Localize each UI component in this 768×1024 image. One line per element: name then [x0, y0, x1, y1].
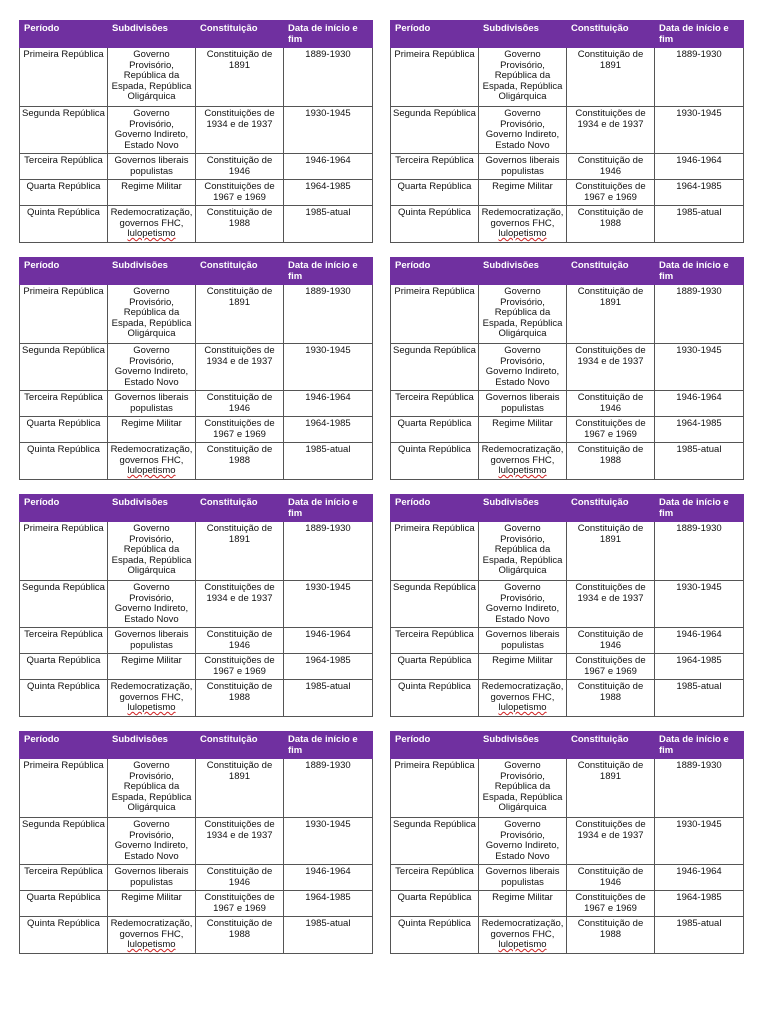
table-row — [20, 154, 373, 180]
header-subdivisoes: Subdivisões — [479, 732, 567, 759]
table-row — [391, 818, 744, 865]
cell-datas: 1946-1964 — [655, 865, 744, 891]
table-row — [391, 891, 744, 917]
cell-subdivisoes: Governo Provisório, República da Espada, República Oligárquica — [108, 285, 196, 344]
table-row — [20, 285, 373, 344]
cell-subdivisoes — [108, 206, 196, 243]
cell-datas: 1889-1930 — [655, 522, 744, 581]
cell-constituicao: Constituições de 1967 e 1969 — [567, 654, 655, 680]
cell-datas: 1889-1930 — [284, 759, 373, 818]
subdivisoes-text: Redemocratização, governos FHC, — [481, 207, 564, 229]
header-subdivisoes: Subdivisões — [108, 258, 196, 285]
cell-periodo: Quarta República — [20, 654, 108, 680]
cell-periodo: Quinta República — [391, 917, 479, 954]
header-row — [391, 258, 744, 285]
misspelled-word: lulopetismo — [498, 228, 547, 239]
cell-periodo: Primeira República — [20, 759, 108, 818]
header-datas: Data de início e fim — [655, 495, 744, 522]
header-row — [20, 21, 373, 48]
cell-subdivisoes: Governo Provisório, República da Espada, República Oligárquica — [479, 285, 567, 344]
header-subdivisoes: Subdivisões — [108, 495, 196, 522]
cell-datas: 1930-1945 — [655, 107, 744, 154]
header-constituicao: Constituição — [196, 732, 284, 759]
cell-constituicao: Constituição de 1891 — [196, 285, 284, 344]
table-row — [391, 48, 744, 107]
cell-subdivisoes: Governo Provisório, República da Espada, República Oligárquica — [479, 522, 567, 581]
cell-constituicao: Constituições de 1967 e 1969 — [567, 180, 655, 206]
table-row — [20, 107, 373, 154]
cell-constituicao: Constituições de 1967 e 1969 — [567, 417, 655, 443]
cell-datas: 1964-1985 — [655, 417, 744, 443]
cell-subdivisoes: Governo Provisório, República da Espada, República Oligárquica — [108, 48, 196, 107]
cell-subdivisoes: Governos liberais populistas — [108, 628, 196, 654]
table-row — [391, 654, 744, 680]
table-row — [391, 344, 744, 391]
cell-datas: 1985-atual — [655, 680, 744, 717]
table-row — [391, 107, 744, 154]
cell-periodo: Segunda República — [391, 581, 479, 628]
cell-periodo: Terceira República — [20, 154, 108, 180]
cell-subdivisoes: Regime Militar — [479, 417, 567, 443]
cell-periodo: Quinta República — [20, 917, 108, 954]
cell-subdivisoes: Governos liberais populistas — [108, 865, 196, 891]
cell-subdivisoes: Governo Provisório, República da Espada, República Oligárquica — [108, 522, 196, 581]
table-row — [391, 759, 744, 818]
cell-periodo: Quinta República — [20, 206, 108, 243]
table-row — [20, 581, 373, 628]
header-periodo: Período — [20, 21, 108, 48]
table-row — [20, 865, 373, 891]
cell-periodo: Quinta República — [391, 680, 479, 717]
header-row — [20, 732, 373, 759]
cell-constituicao: Constituições de 1967 e 1969 — [196, 654, 284, 680]
cell-constituicao: Constituição de 1988 — [196, 443, 284, 480]
table-row — [391, 581, 744, 628]
cell-periodo: Primeira República — [20, 48, 108, 107]
misspelled-word: lulopetismo — [127, 702, 176, 713]
cell-datas: 1889-1930 — [655, 285, 744, 344]
cell-periodo: Quarta República — [20, 417, 108, 443]
cell-periodo: Segunda República — [20, 581, 108, 628]
table-row — [20, 818, 373, 865]
cell-subdivisoes: Governo Provisório, República da Espada, República Oligárquica — [108, 759, 196, 818]
header-datas: Data de início e fim — [284, 732, 373, 759]
cell-datas: 1930-1945 — [284, 818, 373, 865]
cell-constituicao: Constituição de 1988 — [567, 917, 655, 954]
table-row — [391, 417, 744, 443]
cell-constituicao: Constituição de 1946 — [567, 391, 655, 417]
subdivisoes-text: Redemocratização, governos FHC, — [481, 444, 564, 466]
cell-subdivisoes: Governo Provisório, República da Espada, República Oligárquica — [479, 759, 567, 818]
subdivisoes-text: Redemocratização, governos FHC, — [110, 207, 193, 229]
table-row — [391, 391, 744, 417]
table-row — [20, 417, 373, 443]
misspelled-word: lulopetismo — [498, 939, 547, 950]
cell-datas: 1946-1964 — [655, 628, 744, 654]
header-periodo: Período — [20, 732, 108, 759]
cell-subdivisoes — [108, 680, 196, 717]
cell-constituicao: Constituição de 1988 — [567, 206, 655, 243]
cell-constituicao: Constituição de 1946 — [196, 154, 284, 180]
table-row — [20, 654, 373, 680]
header-periodo: Período — [20, 258, 108, 285]
cell-subdivisoes: Governo Provisório, Governo Indireto, Estado Novo — [479, 581, 567, 628]
header-periodo: Período — [391, 495, 479, 522]
cell-subdivisoes — [108, 443, 196, 480]
cell-periodo: Terceira República — [391, 154, 479, 180]
table-row — [391, 285, 744, 344]
cell-datas: 1964-1985 — [655, 180, 744, 206]
table-row — [20, 680, 373, 717]
subdivisoes-text: Redemocratização, governos FHC, — [110, 681, 193, 703]
table-sheet — [19, 20, 743, 954]
cell-periodo: Terceira República — [391, 628, 479, 654]
header-subdivisoes: Subdivisões — [479, 495, 567, 522]
header-subdivisoes: Subdivisões — [479, 258, 567, 285]
cell-constituicao: Constituições de 1934 e de 1937 — [567, 107, 655, 154]
cell-constituicao: Constituição de 1946 — [567, 154, 655, 180]
cell-constituicao: Constituição de 1946 — [567, 628, 655, 654]
cell-datas: 1964-1985 — [284, 417, 373, 443]
header-datas: Data de início e fim — [284, 258, 373, 285]
cell-subdivisoes — [479, 206, 567, 243]
cell-datas: 1930-1945 — [284, 581, 373, 628]
header-datas: Data de início e fim — [284, 495, 373, 522]
history-table-5 — [19, 494, 373, 717]
cell-subdivisoes: Governo Provisório, Governo Indireto, Estado Novo — [479, 107, 567, 154]
cell-constituicao: Constituições de 1934 e de 1937 — [196, 818, 284, 865]
header-subdivisoes: Subdivisões — [108, 732, 196, 759]
cell-constituicao: Constituição de 1946 — [567, 865, 655, 891]
cell-datas: 1985-atual — [655, 917, 744, 954]
cell-subdivisoes: Regime Militar — [479, 180, 567, 206]
cell-datas: 1930-1945 — [655, 818, 744, 865]
misspelled-word: lulopetismo — [498, 465, 547, 476]
cell-subdivisoes: Governos liberais populistas — [479, 865, 567, 891]
cell-periodo: Terceira República — [20, 391, 108, 417]
cell-periodo: Terceira República — [20, 865, 108, 891]
cell-subdivisoes: Regime Militar — [108, 654, 196, 680]
cell-subdivisoes: Regime Militar — [108, 891, 196, 917]
header-constituicao: Constituição — [196, 258, 284, 285]
history-table-4 — [390, 257, 744, 480]
history-table-8 — [390, 731, 744, 954]
header-datas: Data de início e fim — [655, 258, 744, 285]
cell-periodo: Primeira República — [391, 522, 479, 581]
cell-constituicao: Constituição de 1891 — [196, 48, 284, 107]
cell-constituicao: Constituições de 1934 e de 1937 — [196, 581, 284, 628]
cell-datas: 1946-1964 — [284, 154, 373, 180]
cell-datas: 1964-1985 — [284, 180, 373, 206]
subdivisoes-text: Redemocratização, governos FHC, — [481, 681, 564, 703]
cell-constituicao: Constituição de 1891 — [567, 48, 655, 107]
header-periodo: Período — [391, 21, 479, 48]
history-table-1 — [19, 20, 373, 243]
cell-datas: 1889-1930 — [284, 48, 373, 107]
cell-datas: 1985-atual — [655, 443, 744, 480]
cell-datas: 1964-1985 — [284, 891, 373, 917]
cell-datas: 1964-1985 — [655, 891, 744, 917]
header-periodo: Período — [391, 258, 479, 285]
cell-constituicao: Constituição de 1946 — [196, 391, 284, 417]
header-constituicao: Constituição — [196, 495, 284, 522]
table-row — [20, 206, 373, 243]
cell-subdivisoes: Governos liberais populistas — [479, 391, 567, 417]
cell-subdivisoes: Governo Provisório, Governo Indireto, Estado Novo — [479, 344, 567, 391]
cell-periodo: Quarta República — [391, 654, 479, 680]
table-row — [391, 680, 744, 717]
cell-periodo: Primeira República — [20, 522, 108, 581]
cell-subdivisoes: Regime Militar — [479, 891, 567, 917]
table-row — [20, 759, 373, 818]
cell-periodo: Quinta República — [20, 443, 108, 480]
cell-periodo: Quarta República — [20, 180, 108, 206]
cell-datas: 1985-atual — [284, 680, 373, 717]
table-row — [20, 891, 373, 917]
cell-datas: 1889-1930 — [284, 285, 373, 344]
cell-constituicao: Constituição de 1946 — [196, 865, 284, 891]
cell-periodo: Segunda República — [20, 818, 108, 865]
cell-periodo: Primeira República — [391, 285, 479, 344]
cell-datas: 1930-1945 — [284, 344, 373, 391]
misspelled-word: lulopetismo — [498, 702, 547, 713]
cell-subdivisoes — [479, 443, 567, 480]
table-row — [391, 628, 744, 654]
cell-subdivisoes: Governo Provisório, Governo Indireto, Estado Novo — [108, 818, 196, 865]
cell-datas: 1930-1945 — [655, 344, 744, 391]
header-row — [391, 732, 744, 759]
cell-periodo: Quinta República — [20, 680, 108, 717]
header-subdivisoes: Subdivisões — [479, 21, 567, 48]
cell-constituicao: Constituição de 1988 — [196, 680, 284, 717]
header-periodo: Período — [391, 732, 479, 759]
cell-subdivisoes: Governos liberais populistas — [479, 154, 567, 180]
cell-periodo: Quarta República — [391, 891, 479, 917]
cell-constituicao: Constituição de 1988 — [196, 917, 284, 954]
cell-constituicao: Constituição de 1891 — [567, 759, 655, 818]
cell-periodo: Segunda República — [20, 344, 108, 391]
table-row — [391, 154, 744, 180]
header-constituicao: Constituição — [567, 258, 655, 285]
cell-subdivisoes: Governo Provisório, Governo Indireto, Estado Novo — [479, 818, 567, 865]
header-constituicao: Constituição — [567, 495, 655, 522]
cell-constituicao: Constituições de 1967 e 1969 — [196, 891, 284, 917]
cell-constituicao: Constituição de 1988 — [567, 443, 655, 480]
header-periodo: Período — [20, 495, 108, 522]
cell-constituicao: Constituição de 1988 — [567, 680, 655, 717]
cell-datas: 1985-atual — [655, 206, 744, 243]
cell-subdivisoes: Governos liberais populistas — [108, 154, 196, 180]
cell-subdivisoes — [108, 917, 196, 954]
table-row — [391, 917, 744, 954]
cell-periodo: Quinta República — [391, 206, 479, 243]
cell-datas: 1946-1964 — [655, 391, 744, 417]
cell-constituicao: Constituições de 1967 e 1969 — [567, 891, 655, 917]
cell-datas: 1964-1985 — [284, 654, 373, 680]
cell-subdivisoes: Governos liberais populistas — [108, 391, 196, 417]
cell-subdivisoes — [479, 917, 567, 954]
cell-datas: 1946-1964 — [284, 628, 373, 654]
cell-datas: 1946-1964 — [655, 154, 744, 180]
cell-periodo: Segunda República — [391, 107, 479, 154]
header-datas: Data de início e fim — [284, 21, 373, 48]
cell-constituicao: Constituição de 1891 — [196, 759, 284, 818]
cell-constituicao: Constituição de 1891 — [567, 285, 655, 344]
header-datas: Data de início e fim — [655, 732, 744, 759]
cell-periodo: Quarta República — [391, 180, 479, 206]
cell-datas: 1930-1945 — [655, 581, 744, 628]
cell-subdivisoes — [479, 680, 567, 717]
cell-constituicao: Constituições de 1934 e de 1937 — [196, 344, 284, 391]
cell-constituicao: Constituição de 1891 — [567, 522, 655, 581]
cell-datas: 1946-1964 — [284, 391, 373, 417]
cell-subdivisoes: Governos liberais populistas — [479, 628, 567, 654]
cell-periodo: Quarta República — [20, 891, 108, 917]
table-row — [20, 180, 373, 206]
history-table-7 — [19, 731, 373, 954]
table-row — [20, 522, 373, 581]
cell-constituicao: Constituições de 1934 e de 1937 — [196, 107, 284, 154]
cell-constituicao: Constituições de 1967 e 1969 — [196, 180, 284, 206]
cell-periodo: Terceira República — [391, 391, 479, 417]
cell-periodo: Primeira República — [20, 285, 108, 344]
subdivisoes-text: Redemocratização, governos FHC, — [110, 444, 193, 466]
cell-datas: 1889-1930 — [655, 48, 744, 107]
header-row — [391, 495, 744, 522]
cell-periodo: Primeira República — [391, 759, 479, 818]
table-row — [20, 48, 373, 107]
cell-constituicao: Constituição de 1891 — [196, 522, 284, 581]
header-constituicao: Constituição — [567, 732, 655, 759]
cell-datas: 1946-1964 — [284, 865, 373, 891]
history-table-2 — [390, 20, 744, 243]
cell-periodo: Segunda República — [20, 107, 108, 154]
misspelled-word: lulopetismo — [127, 465, 176, 476]
misspelled-word: lulopetismo — [127, 939, 176, 950]
header-row — [20, 495, 373, 522]
cell-periodo: Segunda República — [391, 818, 479, 865]
cell-subdivisoes: Regime Militar — [108, 417, 196, 443]
cell-datas: 1889-1930 — [284, 522, 373, 581]
header-datas: Data de início e fim — [655, 21, 744, 48]
cell-periodo: Quarta República — [391, 417, 479, 443]
cell-constituicao: Constituições de 1967 e 1969 — [196, 417, 284, 443]
history-table-3 — [19, 257, 373, 480]
cell-periodo: Quinta República — [391, 443, 479, 480]
misspelled-word: lulopetismo — [127, 228, 176, 239]
header-row — [391, 21, 744, 48]
subdivisoes-text: Redemocratização, governos FHC, — [481, 918, 564, 940]
cell-subdivisoes: Governo Provisório, Governo Indireto, Estado Novo — [108, 107, 196, 154]
cell-datas: 1985-atual — [284, 917, 373, 954]
header-row — [20, 258, 373, 285]
table-row — [20, 344, 373, 391]
table-row — [20, 628, 373, 654]
cell-subdivisoes: Regime Militar — [108, 180, 196, 206]
table-row — [391, 180, 744, 206]
cell-constituicao: Constituições de 1934 e de 1937 — [567, 818, 655, 865]
table-row — [391, 443, 744, 480]
cell-constituicao: Constituição de 1988 — [196, 206, 284, 243]
cell-periodo: Segunda República — [391, 344, 479, 391]
table-row — [391, 865, 744, 891]
cell-datas: 1985-atual — [284, 206, 373, 243]
table-row — [391, 206, 744, 243]
header-constituicao: Constituição — [567, 21, 655, 48]
table-row — [20, 391, 373, 417]
cell-constituicao: Constituições de 1934 e de 1937 — [567, 581, 655, 628]
cell-datas: 1985-atual — [284, 443, 373, 480]
cell-datas: 1930-1945 — [284, 107, 373, 154]
subdivisoes-text: Redemocratização, governos FHC, — [110, 918, 193, 940]
history-table-6 — [390, 494, 744, 717]
header-constituicao: Constituição — [196, 21, 284, 48]
cell-constituicao: Constituição de 1946 — [196, 628, 284, 654]
cell-periodo: Terceira República — [20, 628, 108, 654]
cell-periodo: Terceira República — [391, 865, 479, 891]
cell-datas: 1964-1985 — [655, 654, 744, 680]
cell-subdivisoes: Governo Provisório, Governo Indireto, Estado Novo — [108, 581, 196, 628]
cell-subdivisoes: Governo Provisório, Governo Indireto, Estado Novo — [108, 344, 196, 391]
table-row — [391, 522, 744, 581]
cell-constituicao: Constituições de 1934 e de 1937 — [567, 344, 655, 391]
cell-periodo: Primeira República — [391, 48, 479, 107]
cell-subdivisoes: Regime Militar — [479, 654, 567, 680]
cell-datas: 1889-1930 — [655, 759, 744, 818]
table-row — [20, 443, 373, 480]
table-row — [20, 917, 373, 954]
header-subdivisoes: Subdivisões — [108, 21, 196, 48]
cell-subdivisoes: Governo Provisório, República da Espada, República Oligárquica — [479, 48, 567, 107]
